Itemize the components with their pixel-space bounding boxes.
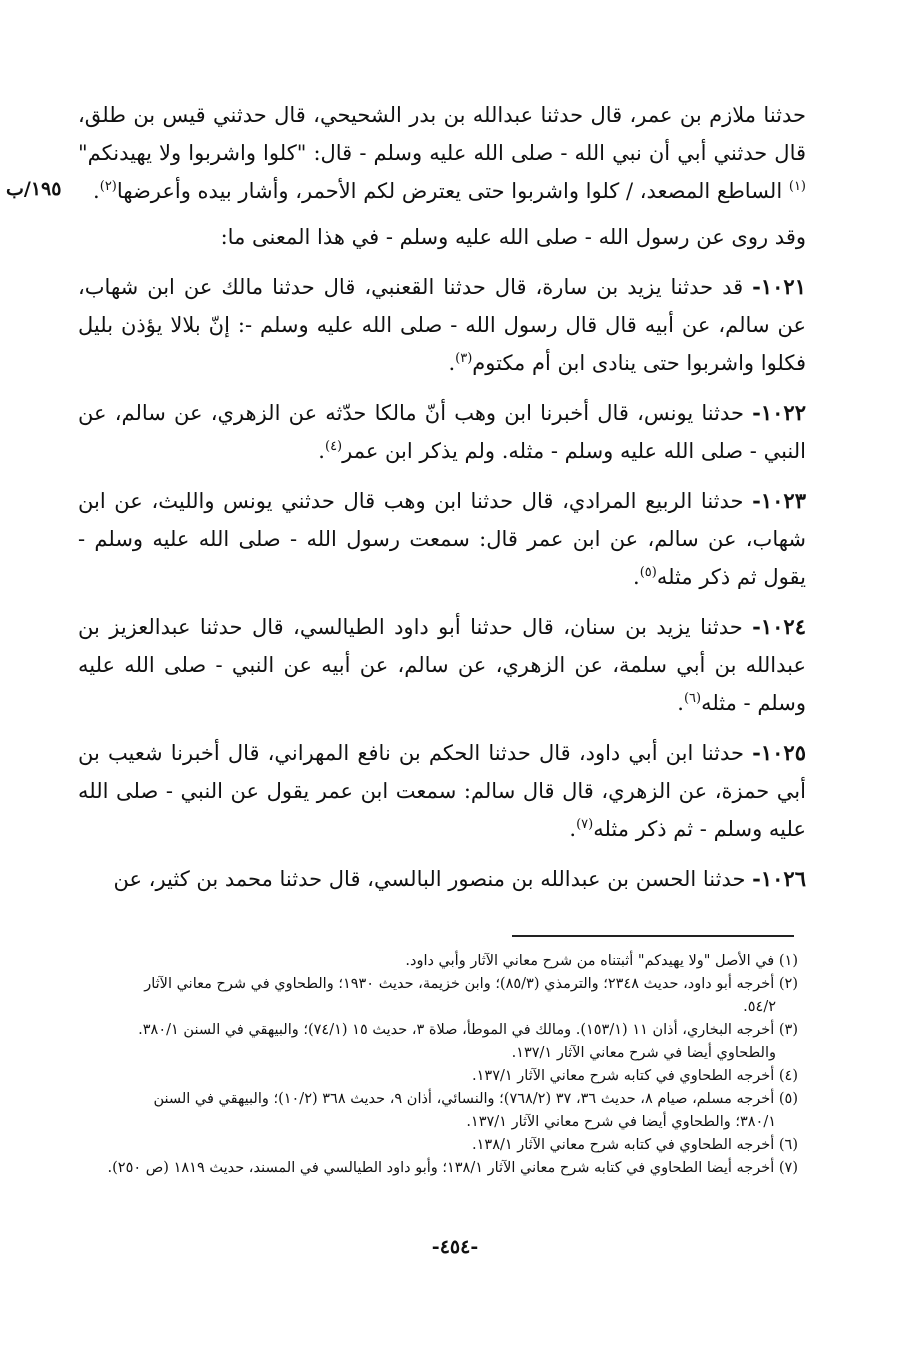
hadith-1026 (78, 860, 806, 898)
footnotes (80, 950, 798, 1180)
footnote-label: (٦) (778, 1137, 798, 1153)
footnote-ref: (٧) (576, 817, 594, 832)
hadith-number: ١٠٢٦- (752, 866, 806, 891)
footnote-ref: (٢) (99, 179, 117, 194)
footnote-text: أخرجه الطحاوي في كتابه شرح معاني الآثار ١٣٧/١. (472, 1068, 779, 1084)
hadith-number: ١٠٢٣- (752, 488, 806, 513)
footnote-continuation: ٥٤/٢. (743, 999, 776, 1015)
hadith-1022 (78, 394, 806, 470)
hadith-text: حدثنا يونس، قال أخبرنا ابن وهب أنّ مالكا حدّثه عن الزهري، عن سالم، عن النبي - صلى الله عليه وسلم - مثله. ولم يذكر ابن عمر (78, 401, 806, 463)
hadith-text: حدثنا الربيع المرادي، قال حدثنا ابن وهب قال حدثني يونس والليث، عن ابن شهاب، عن سالم، عن ابن عمر قال: سمعت رسول الله - صلى الله عليه وسلم - يقول ثم ذكر مثله (78, 489, 806, 589)
footnote-label: (٣) (778, 1022, 798, 1038)
footnote-1 (80, 950, 798, 973)
footnote-ref: (٣) (455, 351, 473, 366)
hadith-1024 (78, 608, 806, 722)
paragraph-transition (78, 218, 806, 256)
footnote-4 (80, 1065, 798, 1088)
paragraph-intro-hadith (78, 96, 806, 210)
paragraph-end: . (318, 439, 325, 463)
hadith-text: حدثنا يزيد بن سنان، قال حدثنا أبو داود الطيالسي، قال حدثنا عبدالعزيز بن عبدالله بن أبي سلمة، عن الزهري، عن سالم، عن أبيه عن النبي - صلى الله عليه وسلم - مثله (78, 615, 806, 715)
margin-folio-note: ١٩٥/ب (6, 178, 62, 200)
hadith-text: حدثنا الحسن بن عبدالله بن منصور البالسي، قال حدثنا محمد بن كثير، عن (113, 867, 753, 891)
paragraph-end: . (633, 565, 640, 589)
hadith-text: قد حدثنا يزيد بن سارة، قال حدثنا القعنبي، قال حدثنا مالك عن ابن شهاب، عن سالم، عن أبيه قال قال رسول الله - صلى الله عليه وسلم -: إنّ بلالا يؤذن بليل فكلوا واشربوا حتى ينادى ابن أم مكتوم (78, 275, 806, 375)
hadith-1021 (78, 268, 806, 382)
footnote-text: أخرجه أبو داود، حديث ٢٣٤٨؛ والترمذي (٨٥/٣)؛ وابن خزيمة، حديث ١٩٣٠؛ والطحاوي في شرح معاني الآثار (144, 976, 779, 992)
footnote-3 (80, 1019, 798, 1065)
paragraph-end: . (93, 179, 100, 203)
footnote-label: (١) (778, 953, 798, 969)
hadith-number: ١٠٢٥- (752, 740, 806, 765)
paragraph-end: . (448, 351, 456, 375)
paragraph-end: . (677, 691, 684, 715)
footnote-ref: (٤) (324, 439, 343, 454)
hadith-text: حدثنا ابن أبي داود، قال حدثنا الحكم بن نافع المهراني، قال أخبرنا شعيب بن أبي حمزة، عن الزهري، قال قال سالم: سمعت ابن عمر يقول عن النبي - صلى الله عليه وسلم - ثم ذكر مثله (78, 741, 806, 841)
footnote-text: أخرجه أيضا الطحاوي في كتابه شرح معاني الآثار ١٣٨/١؛ وأبو داود الطيالسي في المسند، حديث ١٨١٩ (ص ٢٥٠). (107, 1160, 779, 1176)
hadith-number: ١٠٢٢- (752, 400, 806, 425)
footnote-label: (٧) (778, 1160, 798, 1176)
footnote-ref: (٦) (683, 691, 702, 706)
footnote-text: أخرجه البخاري، أذان ١١ (١٥٣/١). ومالك في الموطأ، صلاة ٣، حديث ١٥ (٧٤/١)؛ والبيهقي في السنن ٣٨٠/١. (138, 1022, 779, 1038)
footnote-continuation: والطحاوي أيضا في شرح معاني الآثار ١٣٧/١. (511, 1045, 776, 1061)
footnote-label: (٥) (778, 1091, 798, 1107)
footnote-ref: (٥) (639, 565, 657, 580)
footnote-text: في الأصل "ولا يهيدكم" أثبتناه من شرح معاني الآثار وأبي داود. (405, 953, 779, 969)
page-number: -٤٥٤- (431, 1236, 479, 1258)
paragraph-text: الساطع المصعد، / كلوا واشربوا حتى يعترض لكم الأحمر، وأشار بيده وأعرضها (116, 179, 789, 203)
footnote-label: (٤) (778, 1068, 798, 1084)
footnote-text: أخرجه الطحاوي في كتابه شرح معاني الآثار ١٣٨/١. (472, 1137, 779, 1153)
footnote-2 (80, 973, 798, 1019)
paragraph-end: . (569, 817, 577, 841)
paragraph-text: حدثنا ملازم بن عمر، قال حدثنا عبدالله بن بدر الشحيحي، قال حدثني قيس بن طلق، قال حدثني أبي أن نبي الله - صلى الله عليه وسلم - قال: "كلوا واشربوا ولا يهيدنكم" (78, 103, 806, 165)
main-text (78, 96, 806, 910)
footnote-label: (٢) (778, 976, 798, 992)
footnote-continuation: ٣٨٠/١؛ والطحاوي أيضا في شرح معاني الآثار ١٣٧/١. (466, 1114, 776, 1130)
footnote-divider (512, 935, 794, 937)
hadith-1025 (78, 734, 806, 848)
hadith-1023 (78, 482, 806, 596)
footnote-7 (80, 1157, 798, 1180)
hadith-number: ١٠٢١- (752, 274, 806, 299)
hadith-number: ١٠٢٤- (752, 614, 806, 639)
footnote-6 (80, 1134, 798, 1157)
paragraph-text: وقد روى عن رسول الله - صلى الله عليه وسلم - في هذا المعنى ما: (220, 225, 806, 249)
footnote-text: أخرجه مسلم، صيام ٨، حديث ٣٦، ٣٧ (٧٦٨/٢)؛ والنسائي، أذان ٩، حديث ٣٦٨ (١٠/٢)؛ والبيهقي في السنن (153, 1091, 779, 1107)
footnote-ref: (١) (788, 179, 806, 194)
footnote-5 (80, 1088, 798, 1134)
